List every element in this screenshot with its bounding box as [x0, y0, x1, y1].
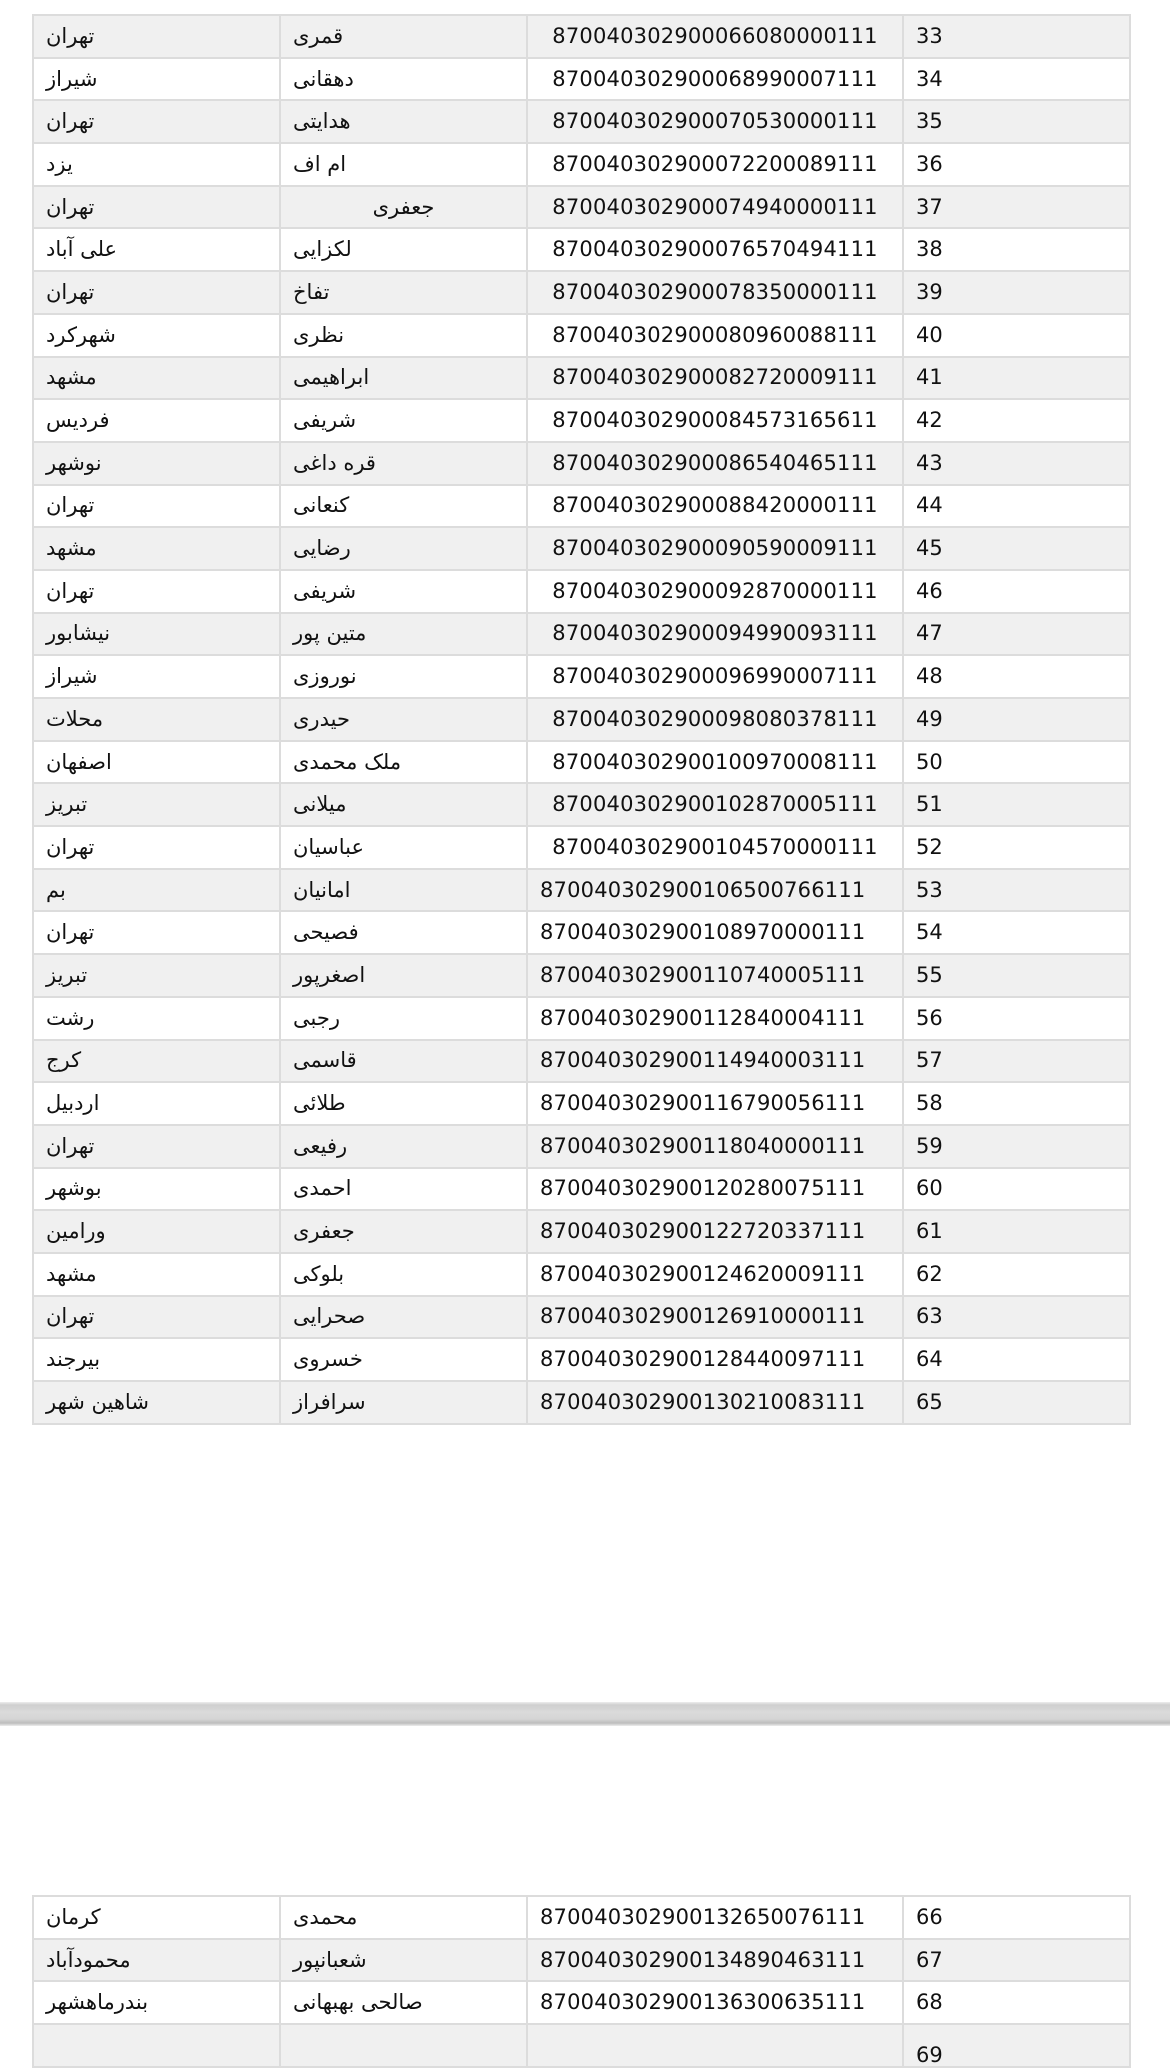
city-cell: مشهد [33, 527, 280, 570]
surname-cell: رضایی [280, 527, 527, 570]
surname-cell: طلائی [280, 1082, 527, 1125]
city-cell: محمودآباد [33, 1939, 280, 1982]
surname-cell: متین پور [280, 613, 527, 656]
row-number-cell: 37 [903, 186, 1130, 229]
table-row [33, 1040, 1130, 1083]
surname-cell: قمری [280, 15, 527, 58]
city-cell: شهرکرد [33, 314, 280, 357]
code-cell: 870040302900098080378111 [527, 698, 903, 741]
code-cell: 870040302900092870000111 [527, 570, 903, 613]
row-number-cell: 69 [903, 2024, 1130, 2067]
surname-cell: دهقانی [280, 58, 527, 101]
row-number-cell: 48 [903, 655, 1130, 698]
surname-cell: تفاخ [280, 271, 527, 314]
city-cell: تهران [33, 485, 280, 528]
table-row [33, 228, 1130, 271]
code-cell: 870040302900070530000111 [527, 100, 903, 143]
code-cell: 870040302900122720337111 [527, 1210, 903, 1253]
city-cell: نوشهر [33, 442, 280, 485]
code-cell: 870040302900136300635111 [527, 1981, 903, 2024]
code-cell: 870040302900124620009111 [527, 1253, 903, 1296]
code-cell: 870040302900112840004111 [527, 997, 903, 1040]
code-cell: 870040302900132650076111 [527, 1896, 903, 1939]
code-cell: 870040302900126910000111 [527, 1296, 903, 1339]
table-row [33, 271, 1130, 314]
surname-cell [280, 2024, 527, 2067]
table-row [33, 741, 1130, 784]
row-number-cell: 50 [903, 741, 1130, 784]
table-row [33, 485, 1130, 528]
surname-cell: قاسمی [280, 1040, 527, 1083]
row-number-cell: 67 [903, 1939, 1130, 1982]
city-cell: تهران [33, 1125, 280, 1168]
city-cell: ورامین [33, 1210, 280, 1253]
surname-cell: ملک محمدی [280, 741, 527, 784]
row-number-cell: 35 [903, 100, 1130, 143]
row-number-cell: 56 [903, 997, 1130, 1040]
table-row [33, 869, 1130, 912]
surname-cell: شریفی [280, 399, 527, 442]
row-number-cell: 63 [903, 1296, 1130, 1339]
surname-cell: لکزایی [280, 228, 527, 271]
city-cell: مشهد [33, 357, 280, 400]
surname-cell: رفیعی [280, 1125, 527, 1168]
row-number-cell: 58 [903, 1082, 1130, 1125]
table-row [33, 1381, 1130, 1424]
table-row [33, 1125, 1130, 1168]
code-cell: 870040302900110740005111 [527, 954, 903, 997]
code-cell: 870040302900078350000111 [527, 271, 903, 314]
city-cell: تهران [33, 1296, 280, 1339]
code-cell: 870040302900072200089111 [527, 143, 903, 186]
city-cell [33, 2024, 280, 2067]
code-cell: 870040302900082720009111 [527, 357, 903, 400]
city-cell: محلات [33, 698, 280, 741]
code-cell: 870040302900068990007111 [527, 58, 903, 101]
city-cell: تهران [33, 911, 280, 954]
surname-cell: رجبی [280, 997, 527, 1040]
surname-cell: ام اف [280, 143, 527, 186]
surname-cell: شعبانپور [280, 1939, 527, 1982]
city-cell: شیراز [33, 655, 280, 698]
surname-cell: سرافراز [280, 1381, 527, 1424]
row-number-cell: 61 [903, 1210, 1130, 1253]
table-row [33, 357, 1130, 400]
table-row [33, 1981, 1130, 2024]
row-number-cell: 40 [903, 314, 1130, 357]
city-cell: تهران [33, 186, 280, 229]
code-cell [527, 2024, 903, 2067]
table-row [33, 1338, 1130, 1381]
city-cell: مشهد [33, 1253, 280, 1296]
table-row [33, 100, 1130, 143]
city-cell: بم [33, 869, 280, 912]
table-row [33, 997, 1130, 1040]
code-cell: 870040302900080960088111 [527, 314, 903, 357]
page-break-separator [0, 1702, 1170, 1726]
table-row [33, 15, 1130, 58]
table-body-page-2 [33, 1896, 1130, 2067]
surname-cell: شریفی [280, 570, 527, 613]
surname-cell: خسروی [280, 1338, 527, 1381]
code-cell: 870040302900100970008111 [527, 741, 903, 784]
city-cell: بیرجند [33, 1338, 280, 1381]
code-cell: 870040302900130210083111 [527, 1381, 903, 1424]
code-cell: 870040302900120280075111 [527, 1168, 903, 1211]
row-number-cell: 52 [903, 826, 1130, 869]
surname-cell: نظری [280, 314, 527, 357]
table-row [33, 911, 1130, 954]
code-cell: 870040302900074940000111 [527, 186, 903, 229]
table-row [33, 1296, 1130, 1339]
row-number-cell: 42 [903, 399, 1130, 442]
code-cell: 870040302900076570494111 [527, 228, 903, 271]
table-body-page-1 [33, 15, 1130, 1424]
city-cell: فردیس [33, 399, 280, 442]
city-cell: تهران [33, 15, 280, 58]
code-cell: 870040302900116790056111 [527, 1082, 903, 1125]
code-cell: 870040302900096990007111 [527, 655, 903, 698]
row-number-cell: 68 [903, 1981, 1130, 2024]
surname-cell: عباسیان [280, 826, 527, 869]
row-number-cell: 51 [903, 783, 1130, 826]
row-number-cell: 54 [903, 911, 1130, 954]
code-cell: 870040302900108970000111 [527, 911, 903, 954]
table-row [33, 1253, 1130, 1296]
table-row [33, 143, 1130, 186]
table-row [33, 655, 1130, 698]
surname-cell: جعفری [280, 186, 527, 229]
surname-cell: بلوکی [280, 1253, 527, 1296]
row-number-cell: 47 [903, 613, 1130, 656]
table-row [33, 613, 1130, 656]
city-cell: تهران [33, 826, 280, 869]
city-cell: شیراز [33, 58, 280, 101]
city-cell: اردبیل [33, 1082, 280, 1125]
surname-cell: هدایتی [280, 100, 527, 143]
code-cell: 870040302900134890463111 [527, 1939, 903, 1982]
table-row [33, 442, 1130, 485]
code-cell: 870040302900088420000111 [527, 485, 903, 528]
row-number-cell: 55 [903, 954, 1130, 997]
surname-cell: نوروزی [280, 655, 527, 698]
row-number-cell: 34 [903, 58, 1130, 101]
table-row [33, 1168, 1130, 1211]
table-row [33, 826, 1130, 869]
city-cell: تبریز [33, 783, 280, 826]
city-cell: بوشهر [33, 1168, 280, 1211]
row-number-cell: 45 [903, 527, 1130, 570]
city-cell: علی آباد [33, 228, 280, 271]
table-row [33, 1896, 1130, 1939]
surname-cell: امانیان [280, 869, 527, 912]
row-number-cell: 66 [903, 1896, 1130, 1939]
row-number-cell: 36 [903, 143, 1130, 186]
city-cell: رشت [33, 997, 280, 1040]
code-cell: 870040302900066080000111 [527, 15, 903, 58]
table-row [33, 570, 1130, 613]
surname-cell: میلانی [280, 783, 527, 826]
code-cell: 870040302900086540465111 [527, 442, 903, 485]
code-cell: 870040302900104570000111 [527, 826, 903, 869]
surname-cell: کنعانی [280, 485, 527, 528]
row-number-cell: 60 [903, 1168, 1130, 1211]
table-row [33, 314, 1130, 357]
row-number-cell: 39 [903, 271, 1130, 314]
city-cell: تهران [33, 100, 280, 143]
table-row [33, 58, 1130, 101]
code-cell: 870040302900102870005111 [527, 783, 903, 826]
row-number-cell: 49 [903, 698, 1130, 741]
table-row [33, 698, 1130, 741]
row-number-cell: 41 [903, 357, 1130, 400]
surname-cell: ابراهیمی [280, 357, 527, 400]
city-cell: اصفهان [33, 741, 280, 784]
row-number-cell: 53 [903, 869, 1130, 912]
surname-cell: صحرایی [280, 1296, 527, 1339]
code-cell: 870040302900094990093111 [527, 613, 903, 656]
row-number-cell: 64 [903, 1338, 1130, 1381]
code-cell: 870040302900084573165611 [527, 399, 903, 442]
table-row [33, 186, 1130, 229]
city-cell: یزد [33, 143, 280, 186]
city-cell: تهران [33, 570, 280, 613]
surname-cell: فصیحی [280, 911, 527, 954]
table-row [33, 2024, 1130, 2067]
code-cell: 870040302900128440097111 [527, 1338, 903, 1381]
row-number-cell: 44 [903, 485, 1130, 528]
city-cell: تبریز [33, 954, 280, 997]
surname-cell: اصغرپور [280, 954, 527, 997]
surname-cell: حیدری [280, 698, 527, 741]
table-row [33, 954, 1130, 997]
city-cell: کرج [33, 1040, 280, 1083]
table-row [33, 399, 1130, 442]
surname-cell: محمدی [280, 1896, 527, 1939]
table-row [33, 1939, 1130, 1982]
code-cell: 870040302900114940003111 [527, 1040, 903, 1083]
row-number-cell: 65 [903, 1381, 1130, 1424]
table-row [33, 783, 1130, 826]
data-table-page-2 [32, 1895, 1131, 2068]
code-cell: 870040302900106500766111 [527, 869, 903, 912]
table-row [33, 1082, 1130, 1125]
row-number-cell: 38 [903, 228, 1130, 271]
row-number-cell: 59 [903, 1125, 1130, 1168]
row-number-cell: 62 [903, 1253, 1130, 1296]
data-table-page-1 [32, 14, 1131, 1425]
surname-cell: احمدی [280, 1168, 527, 1211]
city-cell: نیشابور [33, 613, 280, 656]
table-row [33, 527, 1130, 570]
city-cell: بندرماهشهر [33, 1981, 280, 2024]
code-cell: 870040302900118040000111 [527, 1125, 903, 1168]
row-number-cell: 46 [903, 570, 1130, 613]
table-row [33, 1210, 1130, 1253]
surname-cell: جعفری [280, 1210, 527, 1253]
row-number-cell: 43 [903, 442, 1130, 485]
code-cell: 870040302900090590009111 [527, 527, 903, 570]
city-cell: تهران [33, 271, 280, 314]
row-number-cell: 57 [903, 1040, 1130, 1083]
city-cell: کرمان [33, 1896, 280, 1939]
surname-cell: صالحی بهبهانی [280, 1981, 527, 2024]
city-cell: شاهین شهر [33, 1381, 280, 1424]
surname-cell: قره داغی [280, 442, 527, 485]
row-number-cell: 33 [903, 15, 1130, 58]
